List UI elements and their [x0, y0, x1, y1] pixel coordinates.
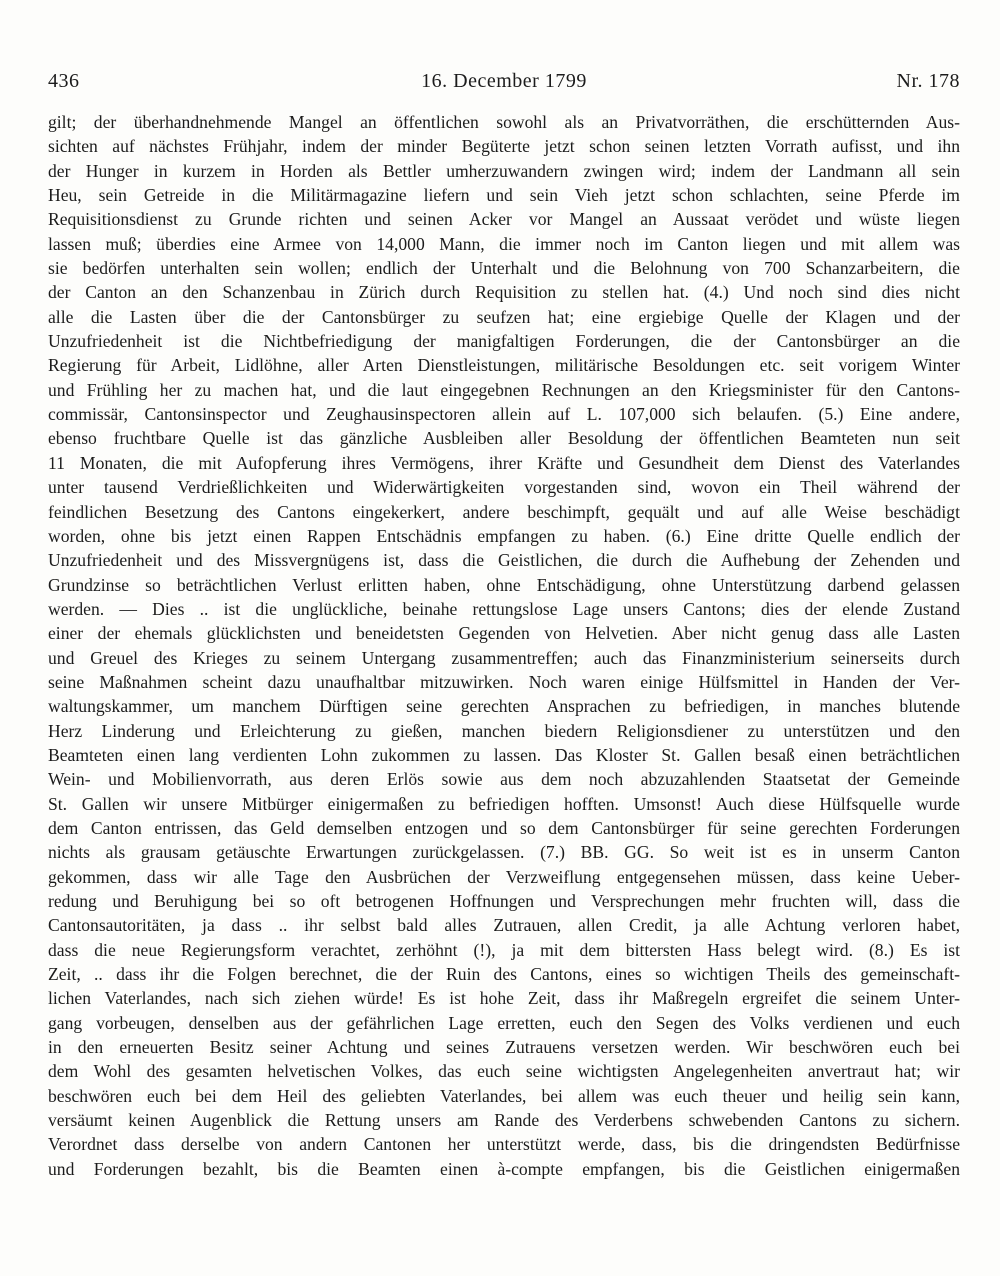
text-line: unter tausend Verdrießlichkeiten und Widerwärtigkeiten vorgestanden sind, wovon ein Theil während der: [48, 477, 960, 498]
text-line: einer der ehemals glücklichsten und beneidetsten Gegenden von Helvetien. Aber nicht genug dass alle Lasten: [48, 623, 960, 644]
page-number: 436: [48, 70, 80, 92]
text-line: Wein- und Mobilienvorrath, aus deren Erlös sowie aus dem noch abzuzahlenden Staatsetat der Gemeinde: [48, 769, 960, 790]
text-line: Cantonsautoritäten, ja dass .. ihr selbst bald alles Zutrauen, allen Credit, ja alle Achtung verloren habet,: [48, 915, 960, 936]
text-line: St. Gallen wir unsere Mitbürger einigermaßen zu befriedigen hofften. Umsonst! Auch diese Hülfsquelle wurde: [48, 793, 960, 814]
text-line: seine Maßnahmen scheint dazu unaufhaltbar mitzuwirken. Noch waren einige Hülfsmittel in Handen der Ver-: [48, 671, 960, 692]
page-date: 16. December 1799: [421, 70, 587, 92]
text-line: Requisitionsdienst zu Grunde richten und seinen Acker vor Mangel an Aussaat verödet und wüste liegen: [48, 209, 960, 230]
text-line: dass die neue Regierungsform verachtet, zerhöhnt (!), ja mit dem bittersten Hass belegt wird. (8.) Es ist: [48, 939, 960, 960]
text-line: der Canton an den Schanzenbau in Zürich durch Requisition zu stellen hat. (4.) Und noch sind dies nicht: [48, 282, 960, 303]
text-line: 11 Monaten, die mit Aufopferung ihres Vermögens, ihrer Kräfte und Gesundheit dem Dienst des Vaterlandes: [48, 452, 960, 473]
text-line: nichts als grausam getäuschte Erwartungen zurückgelassen. (7.) BB. GG. So weit ist es in unserm Canton: [48, 842, 960, 863]
text-line: gilt; der überhandnehmende Mangel an öffentlichen sowohl als an Privatvorräthen, die erschütternden Aus-: [48, 112, 960, 132]
text-line: waltungskammer, um manchem Dürftigen seine gerechten Ansprachen zu befriedigen, in manches blutende: [48, 696, 960, 717]
text-line: sichten auf nächstes Frühjahr, indem der minder Begüterte jetzt schon seinen letzten Vorrath aufisst, und ihn: [48, 136, 960, 157]
text-line: Beamteten einen lang verdienten Lohn zukommen zu lassen. Das Kloster St. Gallen besaß einen beträchtlichen: [48, 744, 960, 765]
text-line: Regierung für Arbeit, Lidlöhne, aller Arten Dienstleistungen, militärische Besoldungen etc. seit vorigem Winter: [48, 355, 960, 376]
text-line: redung und Beruhigung bei so oft betrogenen Hoffnungen und Versprechungen mehr fruchten will, dass die: [48, 891, 960, 911]
text-line: commissär, Cantonsinspector und Zeughausinspectoren allein auf L. 107,000 sich belaufen. (5.) Eine andere,: [48, 404, 960, 425]
text-line: alle die Lasten über die der Cantonsbürger zu seufzen hat; eine ergiebige Quelle der Klagen und der: [48, 306, 960, 327]
text-line: worden, ohne bis jetzt einen Rappen Entschädnis empfangen zu haben. (6.) Eine dritte Quelle endlich der: [48, 525, 960, 546]
text-line: dem Canton entrissen, das Geld demselben entzogen und so dem Cantonsbürger für seine gerechten Forderungen: [48, 817, 960, 838]
text-line: lassen muß; überdies eine Armee von 14,000 Mann, die immer noch im Canton liegen und mit allem was: [48, 233, 960, 254]
text-line: beschwören euch bei dem Heil des geliebten Vaterlandes, bei allem was euch theuer und heilig sein kann,: [48, 1085, 960, 1106]
text-line: Unzufriedenheit ist die Nichtbefriedigung der manigfaltigen Forderungen, die der Cantonsbürger an die: [48, 331, 960, 352]
text-line: gekommen, dass wir alle Tage den Ausbrüchen der Verzweiflung entgegensehen müssen, dass keine Ueber-: [48, 866, 960, 887]
text-line: Verordnet dass derselbe von andern Cantonen her unterstützt werde, dass, bis die dringendsten Bedürfnisse: [48, 1134, 960, 1155]
text-line: Zeit, .. dass ihr die Folgen berechnet, die der Ruin des Cantons, eines so wichtigen Theils des gemeinschaft-: [48, 964, 960, 985]
text-line: ebenso fruchtbare Quelle ist das gänzliche Ausbleiben aller Besoldung der öffentlichen Beamteten nun seit: [48, 428, 960, 449]
text-line: und Forderungen bezahlt, bis die Beamten einen à-compte empfangen, bis die Geistlichen einigermaßen: [48, 1158, 960, 1179]
text-line: und Greuel des Krieges zu seinem Untergang zusammentreffen; auch das Finanzministerium seinerseits durch: [48, 647, 960, 668]
text-line: dem Wohl des gesamten helvetischen Volkes, das euch seine wichtigsten Angelegenheiten anvertraut hat; wir: [48, 1061, 960, 1082]
text-line: Grundzinse so beträchtlichen Verlust erlitten haben, ohne Entschädigung, ohne Unterstützung darbend gelassen: [48, 574, 960, 595]
text-line: feindlichen Besetzung des Cantons eingekerkert, andere beschimpft, gequält und auf alle Weise beschädigt: [48, 501, 960, 522]
body-text: [48, 110, 960, 1181]
text-line: Heu, sein Getreide in die Militärmagazine liefern und sein Vieh jetzt schon schlachten, seine Pferde im: [48, 185, 960, 206]
text-line: lichen Vaterlandes, nach sich ziehen würde! Es ist hohe Zeit, dass ihr Maßregeln ergreifet die seinem Unter-: [48, 988, 960, 1009]
text-line: Unzufriedenheit und des Missvergnügens ist, dass die Geistlichen, die durch die Aufhebung der Zehenden und: [48, 550, 960, 571]
document-number: Nr. 178: [896, 70, 960, 92]
text-line: und Frühling her zu machen hat, und die laut eingegebnen Rechnungen an den Kriegsminister für den Cantons-: [48, 379, 960, 400]
text-line: der Hunger in kurzem in Horden als Bettler umherzuwandern zwingen wird; indem der Landmann all sein: [48, 160, 960, 181]
text-line: in den erneuerten Besitz seiner Achtung und seines Zutrauens versetzen werden. Wir beschwören euch bei: [48, 1037, 960, 1058]
text-line: werden. — Dies .. ist die unglückliche, beinahe rettungslose Lage unsers Cantons; dies der elende Zustand: [48, 598, 960, 619]
text-line: Herz Linderung und Erleichterung zu gießen, manchen biedern Religionsdiener zu unterstützen und den: [48, 720, 960, 741]
text-line: gang vorbeugen, denselben aus der gefährlichen Lage erretten, euch den Segen des Volks verdienen und euch: [48, 1012, 960, 1033]
page-header: [48, 70, 960, 100]
text-line: sie bedörfen unterhalten sein wollen; endlich der Unterhalt und die Belohnung von 700 Schanzarbeitern, die: [48, 258, 960, 279]
text-line: versäumt keinen Augenblick die Rettung unsers am Rande des Verderbens schwebenden Cantons zu sichern.: [48, 1110, 960, 1131]
